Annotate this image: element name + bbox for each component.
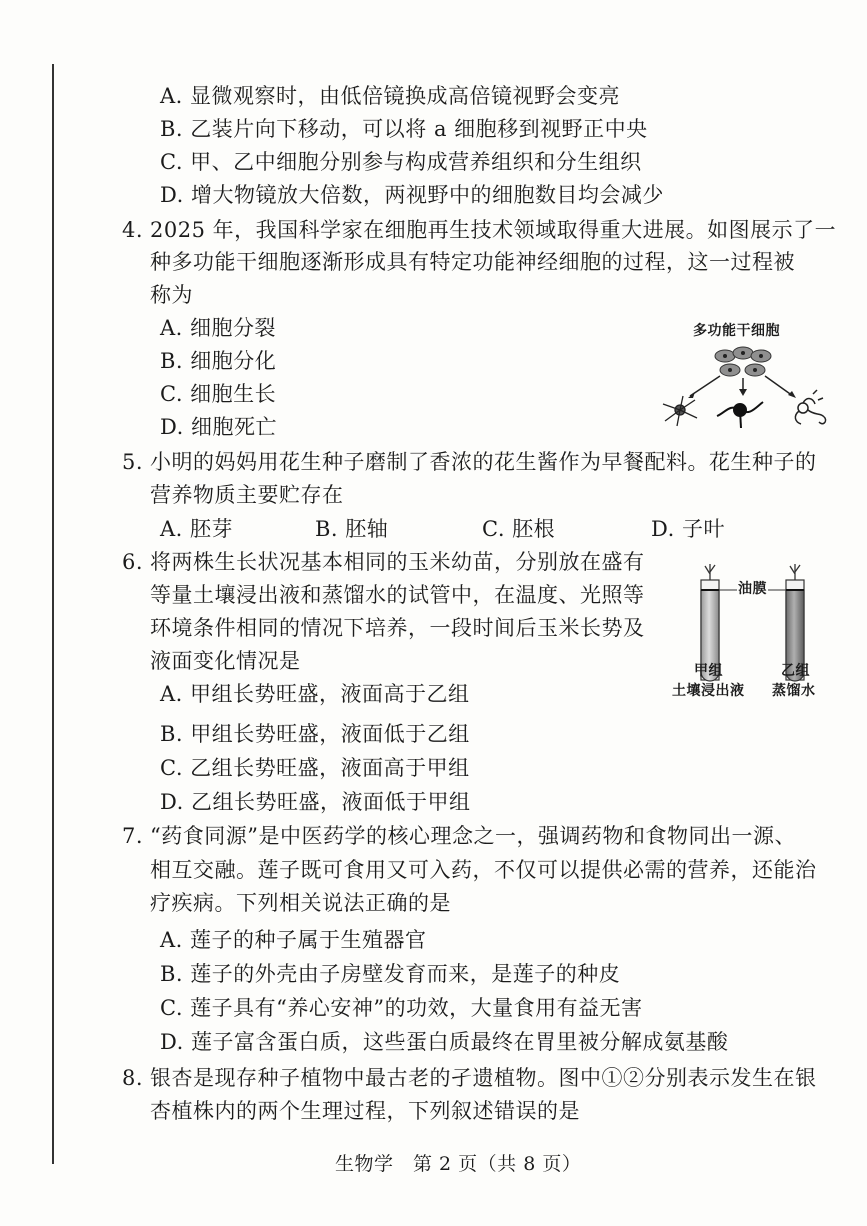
q3-option-b: B. 乙装片向下移动，可以将 a 细胞移到视野正中央 [160, 117, 648, 141]
q7-number: 7. [122, 824, 144, 848]
q6-option-b: B. 甲组长势旺盛，液面低于乙组 [160, 722, 470, 746]
q4-figure-label: 多功能干细胞 [693, 323, 780, 339]
q3-option-a: A. 显微观察时，由低倍镜换成高倍镜视野会变亮 [160, 84, 621, 108]
q6-option-c: C. 乙组长势旺盛，液面高于甲组 [160, 756, 470, 780]
q7-option-b: B. 莲子的外壳由子房壁发育而来，是莲子的种皮 [160, 962, 621, 986]
q6-number: 6. [122, 550, 144, 574]
q5-option-b: B. 胚轴 [315, 517, 389, 541]
oil-film-label: 油膜 [738, 581, 767, 597]
q8-number: 8. [122, 1066, 144, 1090]
q3-option-d: D. 增大物镜放大倍数，两视野中的细胞数目均会减少 [160, 183, 664, 207]
q4-option-c: C. 细胞生长 [160, 382, 277, 406]
binding-margin-line [52, 64, 54, 1164]
q5-option-d: D. 子叶 [651, 517, 725, 541]
q5-stem-line-2: 营养物质主要贮存在 [150, 483, 344, 507]
q6-stem-line-3: 环境条件相同的情况下培养，一段时间后玉米长势及 [150, 616, 645, 640]
group-b-solution-label: 蒸馏水 [772, 683, 816, 699]
q6-option-a: A. 甲组长势旺盛，液面高于乙组 [160, 682, 470, 706]
q8-stem-line-1: 银杏是现存种子植物中最古老的孑遗植物。图中①②分别表示发生在银 [150, 1066, 817, 1090]
stem-cell-differentiation-diagram [655, 318, 835, 430]
q4-stem-cell-figure [655, 318, 835, 430]
q4-stem-line-3: 称为 [150, 283, 193, 307]
q4-number: 4. [122, 218, 144, 242]
page-footer: 生物学 第 2 页（共 8 页） [335, 1153, 582, 1175]
q4-option-b: B. 细胞分化 [160, 349, 277, 373]
group-a-label: 甲组 [694, 663, 723, 679]
q3-option-c: C. 甲、乙中细胞分别参与构成营养组织和分生组织 [160, 150, 642, 174]
q4-stem-line-2: 种多功能干细胞逐渐形成具有特定功能神经细胞的过程，这一过程被 [150, 250, 795, 274]
q6-stem-line-1: 将两株生长状况基本相同的玉米幼苗，分别放在盛有 [150, 550, 645, 574]
q5-option-c: C. 胚根 [482, 517, 556, 541]
q5-number: 5. [122, 450, 144, 474]
q8-stem-line-2: 杏植株内的两个生理过程，下列叙述错误的是 [150, 1099, 580, 1123]
q4-stem-line-1: 2025 年，我国科学家在细胞再生技术领域取得重大进展。如图展示了一 [150, 218, 837, 242]
q6-stem-line-2: 等量土壤浸出液和蒸馏水的试管中，在温度、光照等 [150, 583, 645, 607]
q6-option-d: D. 乙组长势旺盛，液面低于甲组 [160, 790, 471, 814]
q7-stem-line-1: “药食同源”是中医药学的核心理念之一，强调药物和食物同出一源、 [150, 824, 796, 848]
q5-option-a: A. 胚芽 [160, 517, 234, 541]
group-b-label: 乙组 [781, 663, 810, 679]
q7-option-a: A. 莲子的种子属于生殖器官 [160, 928, 427, 952]
q4-option-d: D. 细胞死亡 [160, 415, 277, 439]
q5-stem-line-1: 小明的妈妈用花生种子磨制了香浓的花生酱作为早餐配料。花生种子的 [150, 450, 817, 474]
q7-stem-line-2: 相互交融。莲子既可食用又可入药，不仅可以提供必需的营养，还能治 [150, 858, 817, 882]
q4-option-a: A. 细胞分裂 [160, 316, 277, 340]
q6-stem-line-4: 液面变化情况是 [150, 649, 301, 673]
q7-option-d: D. 莲子富含蛋白质，这些蛋白质最终在胃里被分解成氨基酸 [160, 1030, 729, 1054]
group-a-solution-label: 土壤浸出液 [672, 683, 745, 699]
q7-option-c: C. 莲子具有“养心安神”的功效，大量食用有益无害 [160, 996, 643, 1020]
q7-stem-line-3: 疗疾病。下列相关说法正确的是 [150, 891, 451, 915]
